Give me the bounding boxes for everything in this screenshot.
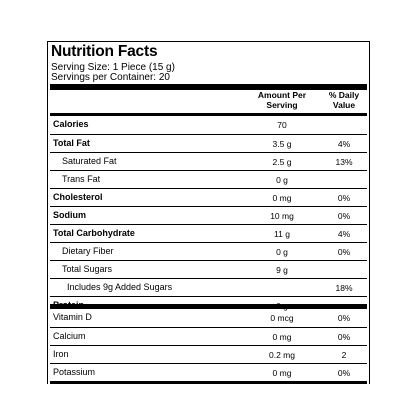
- nutrient-daily-value: 4%: [337, 228, 351, 239]
- vitamin-amount: 0.2 mg: [269, 349, 295, 360]
- servings-per-container: Servings per Container: 20: [51, 72, 170, 83]
- nutrient-row-calories: [50, 116, 367, 134]
- nutrient-amount: 10 mg: [270, 210, 294, 221]
- vitamin-name: Calcium: [53, 331, 86, 341]
- nutrient-name: Dietary Fiber: [62, 246, 114, 256]
- nutrient-amount: 2.5 g: [272, 156, 292, 167]
- column-header-amount-line1: Amount Per: [257, 90, 307, 100]
- vitamin-row-iron: [50, 345, 367, 363]
- nutrient-daily-value: 4%: [337, 138, 351, 149]
- nutrient-row-dietary-fiber: [50, 242, 367, 260]
- label-title: Nutrition Facts: [51, 43, 158, 60]
- nutrient-amount: 11 g: [274, 228, 290, 239]
- nutrient-row-sodium: [50, 206, 367, 224]
- vitamin-row-vitamin-d: [50, 309, 367, 327]
- nutrient-name: Cholesterol: [53, 192, 103, 202]
- serving-size: Serving Size: 1 Piece (15 g): [51, 62, 175, 73]
- nutrient-name: Sodium: [53, 210, 86, 220]
- column-header-dv-line1: % Daily: [328, 90, 360, 100]
- bottom-divider: [50, 381, 367, 384]
- nutrition-facts-panel: [47, 41, 370, 384]
- column-header-amount: [249, 90, 315, 110]
- vitamin-daily-value: 0%: [337, 312, 351, 323]
- vitamin-amount: 0 mg: [272, 331, 292, 342]
- nutrient-row-total-fat: [50, 134, 367, 152]
- nutrient-amount: 3.5 g: [272, 138, 292, 149]
- vitamin-name: Potassium: [53, 367, 96, 377]
- nutrient-row-saturated-fat: [50, 152, 367, 170]
- nutrient-name: Trans Fat: [62, 174, 101, 184]
- nutrient-daily-value: 0%: [337, 192, 351, 203]
- nutrient-daily-value: 0%: [337, 246, 351, 257]
- nutrient-row-trans-fat: [50, 170, 367, 188]
- nutrient-name: Includes 9g Added Sugars: [67, 282, 173, 292]
- vitamin-name: Vitamin D: [53, 312, 92, 322]
- nutrient-amount: 0 g: [276, 174, 288, 185]
- column-header-amount-line2: Serving: [266, 100, 298, 110]
- column-header-dv-line2: Value: [332, 100, 356, 110]
- nutrient-name: Saturated Fat: [62, 156, 117, 166]
- vitamin-daily-value: 2: [341, 349, 347, 360]
- vitamin-name: Iron: [53, 349, 69, 359]
- nutrient-daily-value: 18%: [335, 282, 353, 293]
- nutrient-name: Total Fat: [53, 138, 90, 148]
- nutrient-amount: 0 mg: [272, 192, 292, 203]
- vitamin-daily-value: 0%: [337, 331, 351, 342]
- nutrient-name: Total Carbohydrate: [53, 228, 135, 238]
- nutrient-name: Total Sugars: [62, 264, 113, 274]
- nutrient-row-cholesterol: [50, 188, 367, 206]
- nutrient-row-added-sugars: [50, 278, 367, 296]
- vitamin-row-potassium: [50, 363, 367, 381]
- vitamin-row-calcium: [50, 327, 367, 345]
- nutrient-amount: 0 g: [276, 246, 288, 257]
- nutrient-row-total-carbohydrate: [50, 224, 367, 242]
- vitamin-amount: 0 mcg: [270, 312, 294, 323]
- vitamin-daily-value: 0%: [337, 367, 351, 378]
- nutrient-name: Calories: [53, 119, 89, 129]
- nutrient-amount: 9 g: [276, 264, 288, 275]
- vitamin-amount: 0 mg: [272, 367, 292, 378]
- nutrient-row-total-sugars: [50, 260, 367, 278]
- column-header-daily-value: [320, 90, 368, 110]
- nutrient-daily-value: 0%: [337, 210, 351, 221]
- nutrient-daily-value: 13%: [335, 156, 353, 167]
- nutrient-amount: 70: [277, 119, 287, 130]
